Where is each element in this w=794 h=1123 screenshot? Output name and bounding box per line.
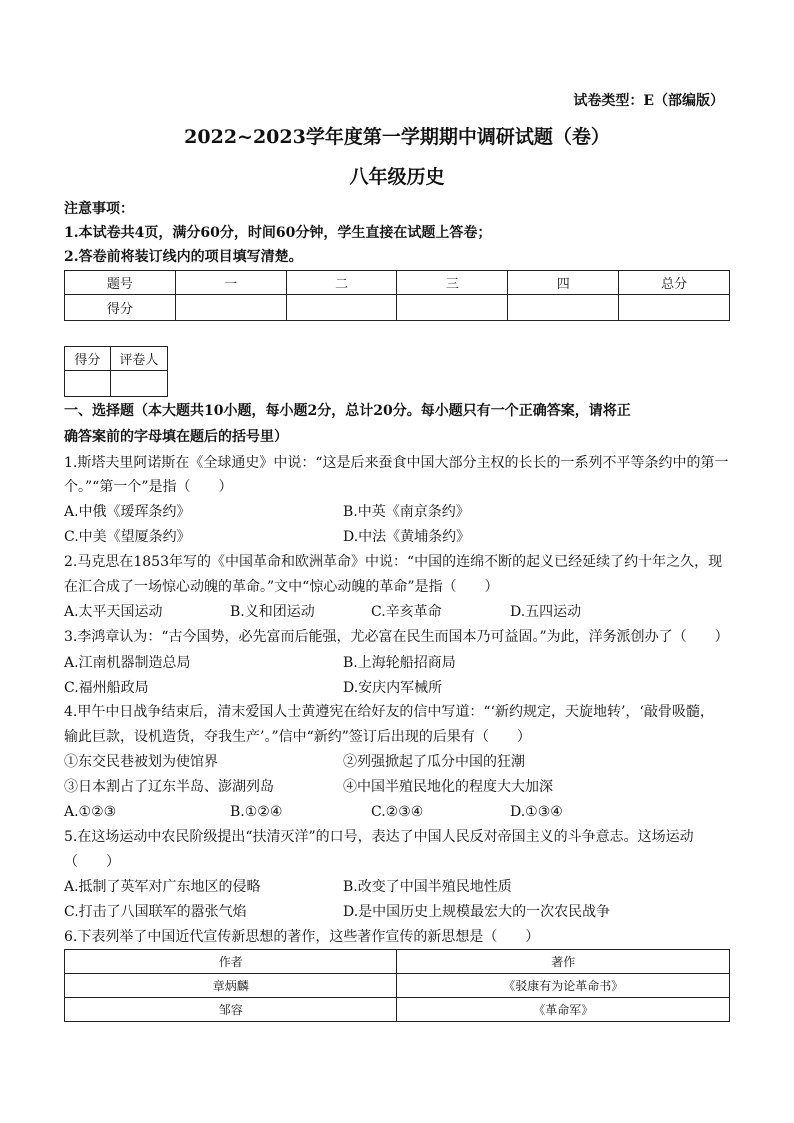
grader-header-marker: 评卷人 (110, 347, 167, 371)
score-header-cell: 二 (286, 271, 397, 295)
q5-option-a: A.抵制了英军对广东地区的侵略 (64, 879, 261, 895)
q4-option-a: A.①②③ (64, 804, 117, 820)
note-item-2: 2.答卷前将装订线内的项目填写清楚。 (64, 249, 303, 265)
q2-option-a: A.太平天国运动 (64, 604, 163, 620)
score-header-cell: 三 (397, 271, 508, 295)
question-6-line1: 6.下表列举了中国近代宣传新思想的著作，这些著作宣传的新思想是（ ） (64, 929, 540, 945)
note-item-1: 1.本试卷共4页，满分60分，时间60分钟，学生直接在试题上答卷； (64, 225, 492, 241)
q2-option-c: C.辛亥革命 (371, 604, 442, 620)
grader-table (64, 346, 168, 397)
grader-input-cell (110, 371, 167, 397)
score-input-cell (397, 295, 508, 321)
question-1-line1: 1.斯塔夫里阿诺斯在《全球通史》中说：“这是后来蚕食中国大部分主权的长长的一系列不平等条约中的第一 (64, 455, 729, 471)
q2-option-d: D.五四运动 (510, 604, 582, 620)
question-5-line2: （ ） (64, 854, 120, 870)
q4-option-d: D.①③④ (510, 804, 563, 820)
question-4-line2: 输此巨款，设机造货，夺我生产’。”信中“新约”签订后出现的后果有（ ） (64, 729, 531, 745)
score-row-label: 得分 (65, 295, 176, 321)
q6-cell-work: 《革命军》 (397, 998, 730, 1022)
q3-option-c: C.福州船政局 (64, 680, 149, 696)
q4-item-4: ④中国半殖民地化的程度大大加深 (343, 779, 553, 795)
notes-heading: 注意事项： (64, 201, 134, 217)
grader-input-cell (65, 371, 111, 397)
q6-header-author: 作者 (65, 950, 397, 974)
q6-cell-author: 邹容 (65, 998, 397, 1022)
question-1-line2: 个。”“第一个”是指（ ） (64, 479, 233, 495)
q4-option-b: B.①②④ (230, 804, 283, 820)
score-input-cell (286, 295, 397, 321)
q3-option-a: A.江南机器制造总局 (64, 655, 191, 671)
score-table (64, 270, 730, 321)
question-5-line1: 5.在这场运动中农民阶级提出“扶清灭洋”的口号，表达了中国人民反对帝国主义的斗争意志。这场运动 (64, 829, 694, 845)
q4-item-3: ③日本割占了辽东半岛、澎湖列岛 (64, 779, 274, 795)
q2-option-b: B.义和团运动 (230, 604, 315, 620)
score-header-cell: 四 (508, 271, 619, 295)
score-header-cell: 总分 (619, 271, 730, 295)
q1-option-a: A.中俄《瑷珲条约》 (64, 504, 191, 520)
score-input-cell (508, 295, 619, 321)
paper-type-label: 试卷类型：E（部编版） (573, 93, 724, 109)
q5-option-d: D.是中国历史上规模最宏大的一次农民战争 (343, 904, 611, 920)
question-3-line1: 3.李鸿章认为：“古今国势，必先富而后能强，尤必富在民生而国本乃可益固。”为此，洋务派创办了（ ） (64, 629, 729, 645)
q6-cell-author: 章炳麟 (65, 974, 397, 998)
q3-option-d: D.安庆内军械所 (343, 680, 443, 696)
q4-option-c: C.②③④ (371, 804, 424, 820)
q6-header-work: 著作 (397, 950, 730, 974)
q4-item-1: ①东交民巷被划为使馆界 (64, 754, 218, 770)
q6-table (64, 949, 730, 1022)
grader-header-score: 得分 (65, 347, 111, 371)
section1-heading-line2: 确答案前的字母填在题后的括号里） (64, 429, 288, 445)
q1-option-d: D.中法《黄埔条约》 (343, 529, 471, 545)
question-4-line1: 4.甲午中日战争结束后，清末爱国人士黄遵宪在给好友的信中写道：“‘新约规定，天旋地转’，‘敲骨吸髓， (64, 704, 714, 720)
q6-cell-work: 《驳康有为论革命书》 (397, 974, 730, 998)
question-2-line1: 2.马克思在1853年写的《中国革命和欧洲革命》中说：“中国的连绵不断的起义已经延续了约十年之久，现 (64, 554, 723, 570)
score-input-cell (619, 295, 730, 321)
question-2-line2: 在汇合成了一场惊心动魄的革命。”文中“惊心动魄的革命”是指（ ） (64, 579, 499, 595)
exam-subject: 八年级历史 (349, 166, 445, 188)
score-header-cell: 一 (175, 271, 286, 295)
score-header-cell: 题号 (65, 271, 176, 295)
section1-heading-line1: 一、选择题（本大题共10小题，每小题2分，总计20分。每小题只有一个正确答案，请将正 (64, 403, 631, 419)
q5-option-b: B.改变了中国半殖民地性质 (343, 879, 512, 895)
q3-option-b: B.上海轮船招商局 (343, 655, 456, 671)
exam-title: 2022~2023学年度第一学期期中调研试题（卷） (184, 126, 610, 148)
q5-option-c: C.打击了八国联军的嚣张气焰 (64, 904, 247, 920)
q1-option-b: B.中英《南京条约》 (343, 504, 470, 520)
q1-option-c: C.中美《望厦条约》 (64, 529, 191, 545)
q4-item-2: ②列强掀起了瓜分中国的狂潮 (343, 754, 525, 770)
score-input-cell (175, 295, 286, 321)
